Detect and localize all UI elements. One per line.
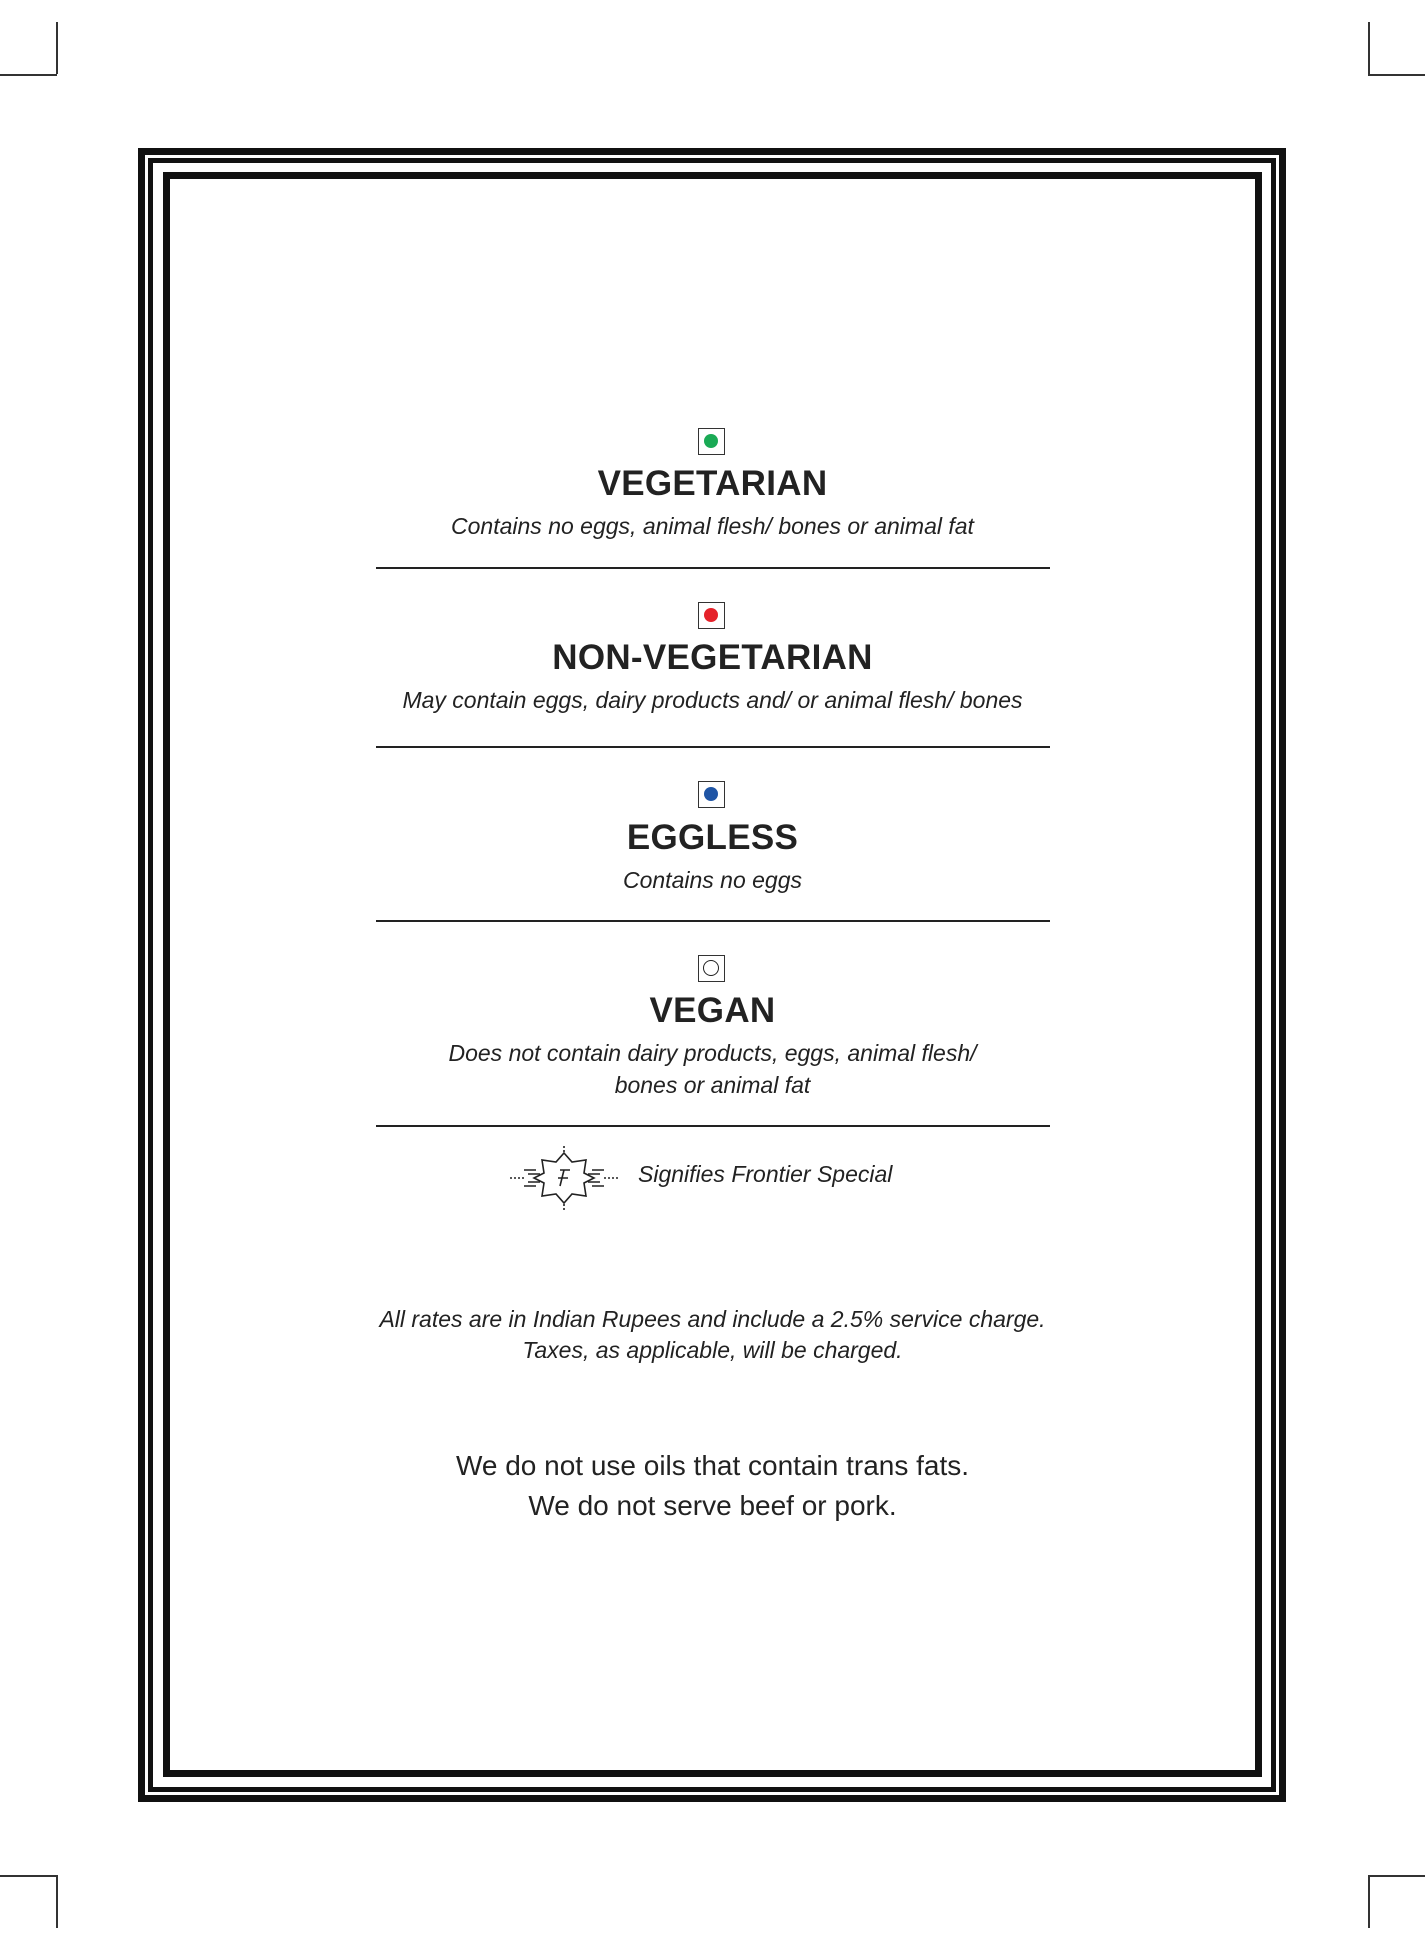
divider [376,746,1050,748]
non-vegetarian-heading: NON-VEGETARIAN [552,638,873,677]
vegan-description-line-2: bones or animal fat [614,1072,811,1098]
eggless-description: Contains no eggs [622,867,802,893]
policy-line-1: We do not use oils that contain trans fats. [455,1450,970,1481]
red-dot-icon [704,608,718,622]
crop-mark-top-right-vertical [1368,22,1370,74]
rates-note [0,1304,1425,1366]
divider [376,1125,1050,1127]
vegetarian-badge [698,428,725,455]
eggless-badge [698,781,725,808]
crop-mark-bottom-left-horizontal [0,1875,57,1877]
policy-line-2: We do not serve beef or pork. [528,1490,897,1521]
hollow-circle-icon [703,960,719,976]
vegan-description [0,1037,1425,1101]
blue-dot-icon [704,787,718,801]
crop-mark-top-left-horizontal [0,74,57,76]
vegan-heading: VEGAN [649,991,776,1030]
crop-mark-bottom-left-vertical [56,1875,58,1928]
eggless-heading: EGGLESS [626,818,799,857]
crop-mark-top-right-horizontal [1368,74,1425,76]
non-vegetarian-badge [698,602,725,629]
vegetarian-heading: VEGETARIAN [597,464,828,503]
frontier-special-emblem-icon [510,1146,618,1210]
crop-mark-bottom-right-horizontal [1368,1875,1425,1877]
frontier-special-label: Signifies Frontier Special [638,1161,893,1187]
green-dot-icon [704,434,718,448]
divider [376,567,1050,569]
crop-mark-bottom-right-vertical [1368,1875,1370,1928]
rates-line-1: All rates are in Indian Rupees and include a 2.5% service charge. [379,1306,1046,1332]
rates-line-2: Taxes, as applicable, will be charged. [522,1337,903,1363]
vegan-badge [698,955,725,982]
divider [376,920,1050,922]
crop-mark-top-left-vertical [56,22,58,74]
vegan-description-line-1: Does not contain dairy products, eggs, animal flesh/ [448,1040,977,1066]
vegetarian-description: Contains no eggs, animal flesh/ bones or animal fat [451,513,974,539]
non-vegetarian-description: May contain eggs, dairy products and/ or animal flesh/ bones [402,687,1023,713]
policy-note [0,1446,1425,1526]
